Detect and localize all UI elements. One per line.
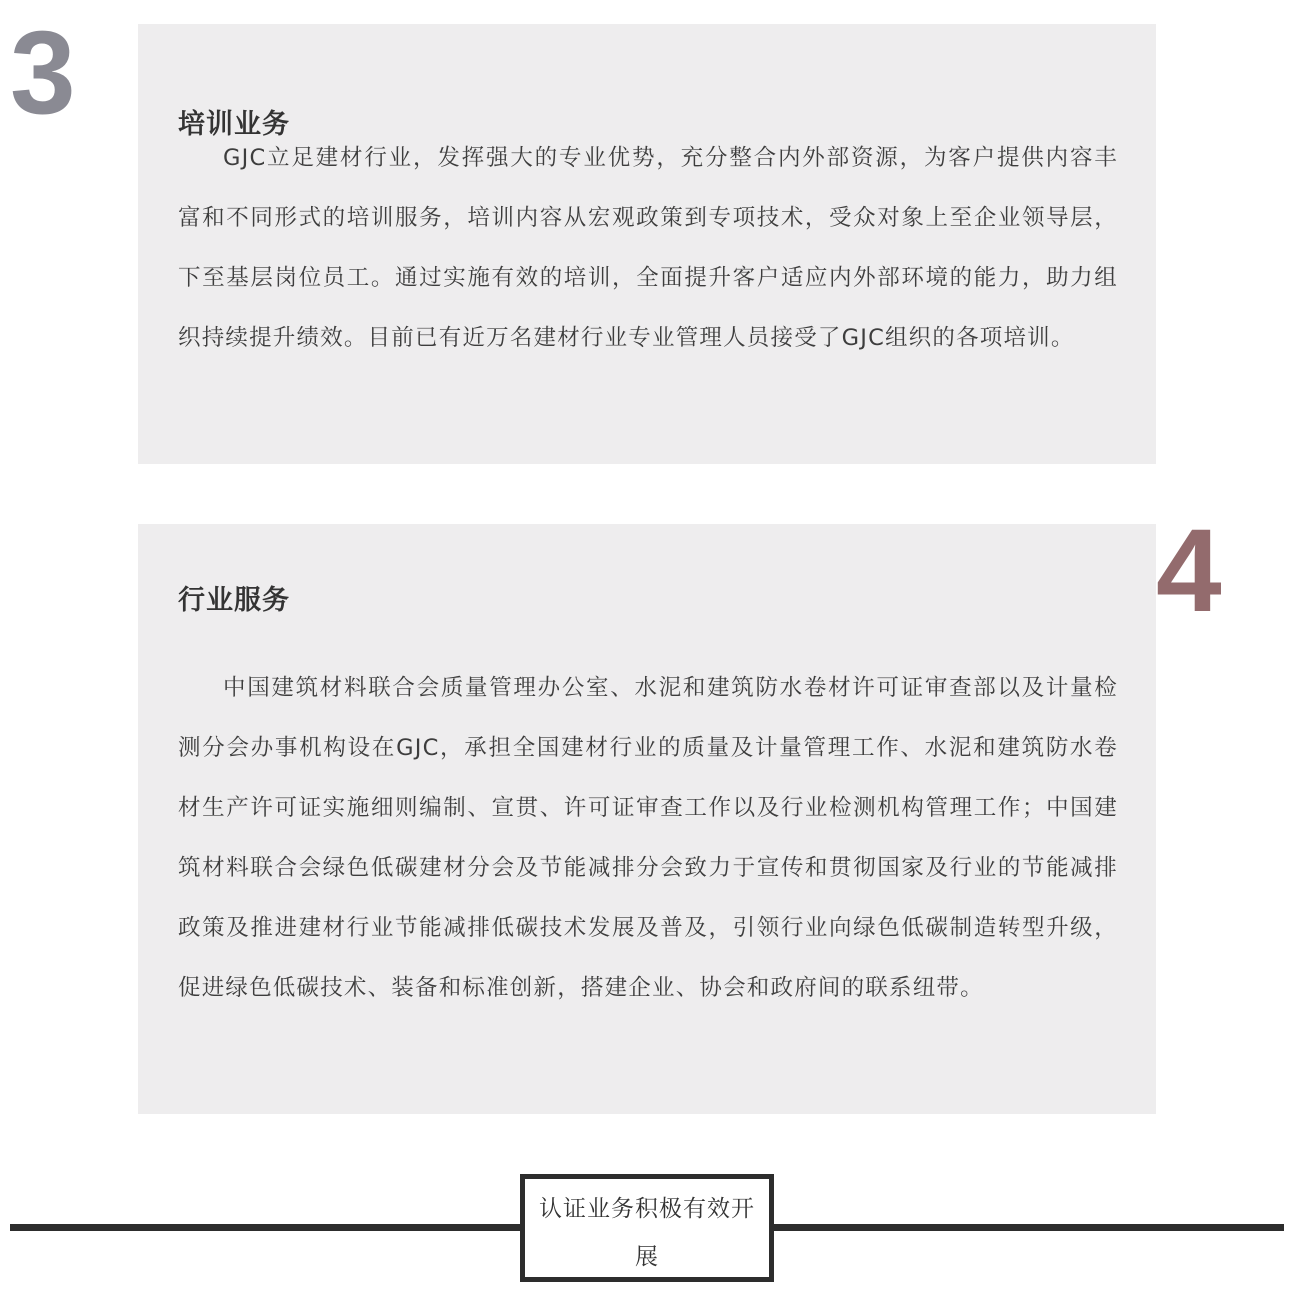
training-section-card [138,24,1156,464]
section-heading-box [520,1174,774,1282]
industry-service-title: 行业服务 [178,585,290,616]
training-section-body: GJC立足建材行业，发挥强大的专业优势，充分整合内外部资源，为客户提供内容丰富和不同形式的培训服务，培训内容从宏观政策到专项技术，受众对象上至企业领导层，下至基层岗位员工。通过实施有效的培训，全面提升客户适应内外部环境的能力，助力组织持续提升绩效。目前已有近万名建材行业专业管理人员接受了GJC组织的各项培训。 [178,145,1118,351]
section-number-3: 3 [10,7,76,139]
training-section-title: 培训业务 [178,109,290,140]
section-heading-label: 认证业务积极有效开展 [539,1196,755,1270]
divider-right [772,1224,1284,1231]
industry-service-body: 中国建筑材料联合会质量管理办公室、水泥和建筑防水卷材许可证审查部以及计量检测分会办事机构设在GJC，承担全国建材行业的质量及计量管理工作、水泥和建筑防水卷材生产许可证实施细则编制、宣贯、许可证审查工作以及行业检测机构管理工作；中国建筑材料联合会绿色低碳建材分会及节能减排分会致力于宣传和贯彻国家及行业的节能减排政策及推进建材行业节能减排低碳技术发展及普及，引领行业向绿色低碳制造转型升级，促进绿色低碳技术、装备和标准创新，搭建企业、协会和政府间的联系纽带。 [178,675,1118,1001]
section-number-4: 4 [1156,505,1222,637]
industry-service-card [138,524,1156,1114]
divider-left [10,1224,522,1231]
